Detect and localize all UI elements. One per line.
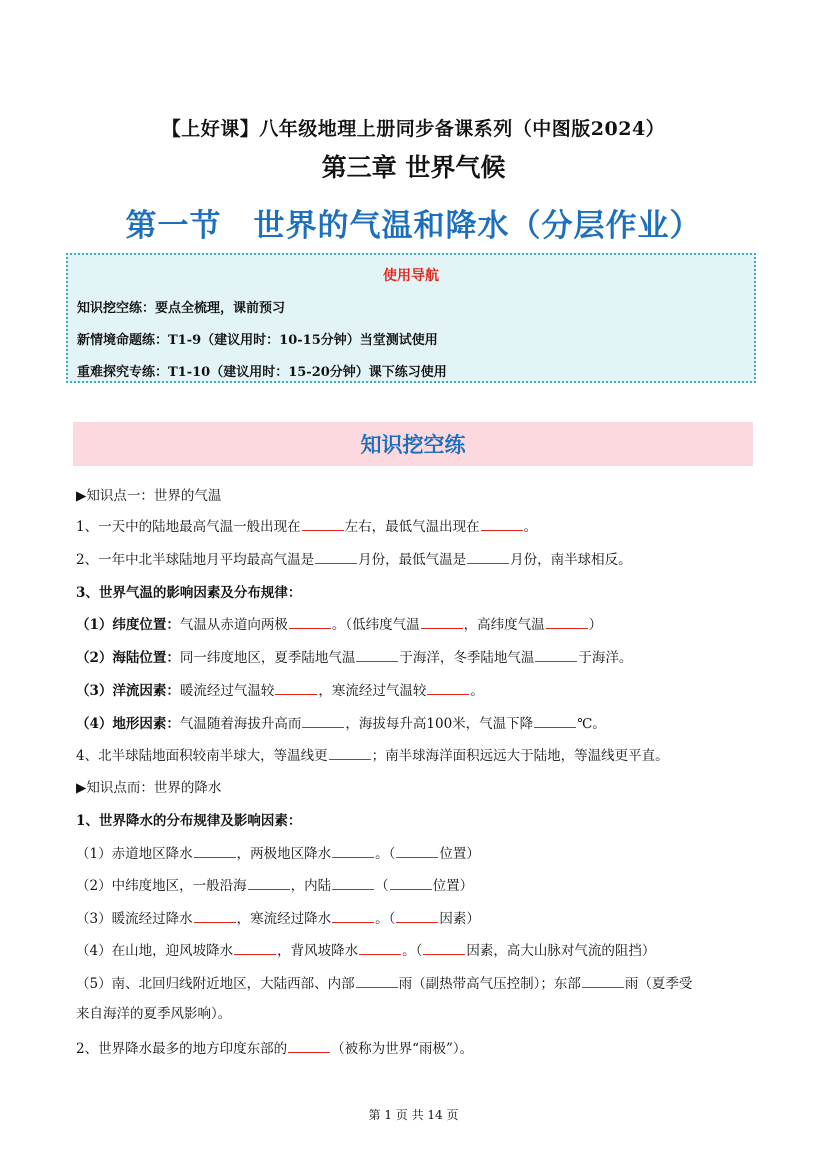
- fill-blank[interactable]: [356, 974, 398, 988]
- fill-blank[interactable]: [423, 941, 465, 955]
- fill-blank[interactable]: [332, 876, 374, 890]
- rain-item-1: （1）赤道地区降水 ，两极地区降水 。（ 位置）: [76, 846, 480, 862]
- question-1: 1、一天中的陆地最高气温一般出现在 左右，最低气温出现在 。: [76, 519, 538, 535]
- nav-title: 使用导航: [383, 268, 439, 284]
- factor-land-sea: （2）海陆位置：同一纬度地区，夏季陆地气温 于海洋，冬季陆地气温 于海洋。: [76, 650, 633, 666]
- fill-blank[interactable]: [582, 974, 624, 988]
- rain-question-1: 1、世界降水的分布规律及影响因素：: [76, 813, 302, 829]
- fill-blank[interactable]: [248, 876, 290, 890]
- fill-blank[interactable]: [359, 941, 401, 955]
- fill-blank[interactable]: [535, 648, 577, 662]
- fill-blank[interactable]: [427, 681, 469, 695]
- fill-blank[interactable]: [302, 517, 344, 531]
- fill-blank[interactable]: [275, 681, 317, 695]
- nav-line-2: 新情境命题练：T1-9（建议用时：10-15分钟）当堂测试使用: [77, 333, 438, 348]
- fill-blank[interactable]: [315, 550, 357, 564]
- fill-blank[interactable]: [234, 941, 276, 955]
- fill-blank[interactable]: [396, 909, 438, 923]
- chapter-title: 第三章 世界气候: [321, 153, 506, 182]
- fill-blank[interactable]: [396, 844, 438, 858]
- fill-blank[interactable]: [534, 714, 576, 728]
- factor-latitude: （1）纬度位置：气温从赤道向两极 。（低纬度气温 ，高纬度气温 ）: [76, 617, 603, 633]
- fill-blank[interactable]: [302, 714, 344, 728]
- factor-ocean-current: （3）洋流因素：暖流经过气温较 ，寒流经过气温较 。: [76, 683, 484, 699]
- rain-question-2: 2、世界降水最多的地方印度东部的 （被称为世界“雨极”）。: [76, 1041, 474, 1057]
- rain-item-5: （5）南、北回归线附近地区，大陆西部、内部 雨（副热带高气压控制）；东部 雨（夏季受: [76, 976, 693, 992]
- section-title: 第一节 世界的气温和降水（分层作业）: [125, 208, 702, 244]
- fill-blank[interactable]: [467, 550, 509, 564]
- rain-item-5-continued: 来自海洋的夏季风影响）。: [76, 1006, 232, 1022]
- fill-blank[interactable]: [546, 615, 588, 629]
- fill-blank[interactable]: [356, 648, 398, 662]
- series-title: 【上好课】八年级地理上册同步备课系列（中图版2024）: [161, 118, 666, 140]
- fill-blank[interactable]: [329, 746, 371, 760]
- fill-blank[interactable]: [288, 1039, 330, 1053]
- factor-terrain: （4）地形因素：气温随着海拔升高而 ，海拔每升高100米，气温下降 ℃。: [76, 716, 606, 732]
- knowledge-point-2: ▶知识点而：世界的降水: [76, 780, 222, 796]
- banner-title: 知识挖空练: [360, 433, 466, 457]
- fill-blank[interactable]: [332, 909, 374, 923]
- fill-blank[interactable]: [194, 844, 236, 858]
- knowledge-point-1: ▶知识点一：世界的气温: [76, 488, 222, 504]
- question-3: 3、世界气温的影响因素及分布规律：: [76, 585, 302, 601]
- fill-blank[interactable]: [390, 876, 432, 890]
- rain-item-2: （2）中纬度地区，一般沿海 ，内陆 （ 位置）: [76, 878, 474, 894]
- nav-line-3: 重难探究专练：T1-10（建议用时：15-20分钟）课下练习使用: [77, 365, 447, 380]
- rain-item-4: （4）在山地，迎风坡降水 ，背风坡降水 。（ 因素，高大山脉对气流的阻挡）: [76, 943, 656, 959]
- section-banner: [73, 422, 753, 466]
- rain-item-3: （3）暖流经过降水 ，寒流经过降水 。（ 因素）: [76, 911, 480, 927]
- nav-line-1: 知识挖空练：要点全梳理，课前预习: [77, 301, 286, 316]
- fill-blank[interactable]: [481, 517, 523, 531]
- question-4: 4、北半球陆地面积较南半球大，等温线更 ；南半球海洋面积远远大于陆地，等温线更平直。: [76, 748, 669, 764]
- fill-blank[interactable]: [332, 844, 374, 858]
- usage-navigation-box: [66, 253, 756, 383]
- question-2: 2、一年中北半球陆地月平均最高气温是 月份，最低气温是 月份，南半球相反。: [76, 552, 632, 568]
- fill-blank[interactable]: [194, 909, 236, 923]
- fill-blank[interactable]: [289, 615, 331, 629]
- fill-blank[interactable]: [421, 615, 463, 629]
- page-footer: 第 1 页 共 14 页: [368, 1108, 459, 1122]
